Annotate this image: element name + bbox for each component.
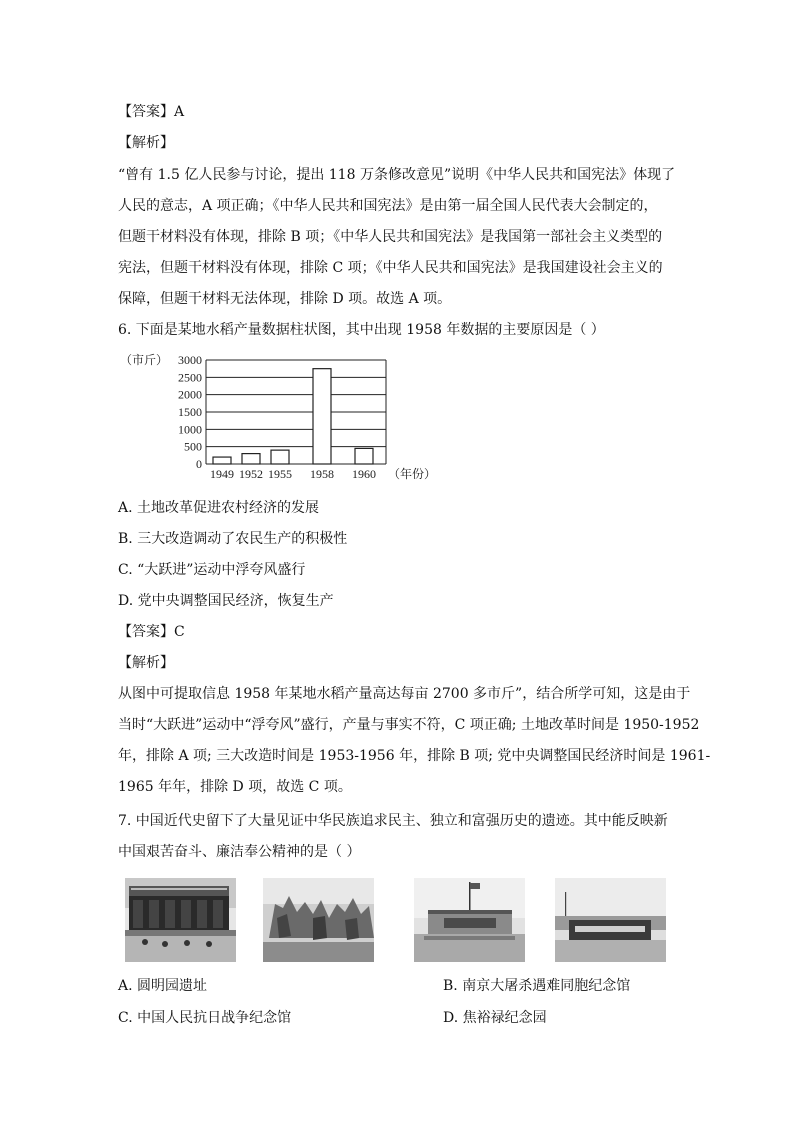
y-tick-label: 2000 (178, 387, 202, 402)
bar (355, 448, 373, 464)
bar (242, 454, 260, 464)
bar-chart (118, 352, 437, 486)
analysis-line: 保障，但题干材料无法体现，排除 D 项。故选 A 项。 (118, 291, 452, 307)
x-tick-label: 1958 (310, 467, 334, 481)
question-stem: 7. 中国近代史留下了大量见证中华民族追求民主、独立和富强历史的遗迹。其中能反映新 (118, 813, 668, 829)
x-tick-label: 1960 (352, 467, 376, 481)
analysis-line: 当时“大跃进”运动中“浮夸风”盛行，产量与事实不符，C 项正确; 土地改革时间是 1950-1952 (118, 717, 700, 733)
option-b[interactable]: B. 南京大屠杀遇难同胞纪念馆 (443, 978, 631, 994)
bar (271, 450, 289, 464)
option-c[interactable]: C. 中国人民抗日战争纪念馆 (118, 1010, 292, 1026)
y-axis-label: （市斤） (120, 353, 169, 367)
analysis-line: 但题干材料没有体现，排除 B 项；《中华人民共和国宪法》是我国第一部社会主义类型的 (118, 229, 663, 245)
photo-memorial-hall (414, 878, 525, 962)
y-tick-label: 1500 (178, 405, 202, 419)
question-stem: 6. 下面是某地水稻产量数据柱状图，其中出现 1958 年数据的主要原因是（ ） (118, 322, 605, 338)
answer-label: 【答案】C (118, 624, 185, 640)
x-tick-label: 1952 (239, 467, 263, 481)
analysis-label: 【解析】 (118, 655, 174, 671)
analysis-line: 宪法，但题干材料没有体现，排除 C 项；《中华人民共和国宪法》是我国建设社会主义的 (118, 260, 663, 276)
rice-yield-chart (118, 352, 437, 486)
y-tick-label: 500 (184, 439, 202, 454)
y-tick-label: 3000 (178, 353, 202, 367)
y-tick-label: 2500 (178, 370, 202, 385)
photo-museum-building (125, 878, 236, 962)
x-axis-label: （年份） (388, 467, 437, 481)
analysis-line: “曾有 1.5 亿人民参与讨论，提出 118 万条修改意见”说明《中华人民共和国宪法》体现了 (118, 167, 676, 183)
y-tick-label: 1000 (178, 422, 202, 437)
analysis-line: 年，排除 A 项; 三大改造时间是 1953-1956 年，排除 B 项; 党中央调整国民经济时间是 1961- (118, 748, 711, 764)
bar (213, 457, 231, 464)
answer-label: 【答案】A (118, 104, 185, 120)
analysis-label: 【解析】 (118, 135, 174, 151)
photo-ruins (263, 878, 374, 962)
option-b[interactable]: B. 三大改造调动了农民生产的积极性 (118, 531, 348, 547)
analysis-line: 从图中可提取信息 1958 年某地水稻产量高达每亩 2700 多市斤”，结合所学可知，这是由于 (118, 686, 691, 702)
photo-memorial-garden (555, 878, 666, 962)
bar (313, 369, 331, 464)
option-a[interactable]: A. 圆明园遗址 (118, 978, 208, 994)
option-c[interactable]: C. “大跃进”运动中浮夸风盛行 (118, 562, 306, 578)
option-a[interactable]: A. 土地改革促进农村经济的发展 (118, 500, 320, 516)
x-tick-label: 1949 (210, 467, 234, 481)
analysis-line: 1965 年年，排除 D 项，故选 C 项。 (118, 779, 352, 795)
y-tick-label: 0 (196, 457, 202, 471)
option-d[interactable]: D. 党中央调整国民经济，恢复生产 (118, 593, 334, 609)
option-d[interactable]: D. 焦裕禄纪念园 (443, 1010, 547, 1026)
question-stem: 中国艰苦奋斗、廉洁奉公精神的是（ ） (118, 844, 361, 860)
analysis-line: 人民的意志，A 项正确；《中华人民共和国宪法》是由第一届全国人民代表大会制定的， (118, 198, 658, 214)
x-tick-label: 1955 (268, 467, 292, 481)
